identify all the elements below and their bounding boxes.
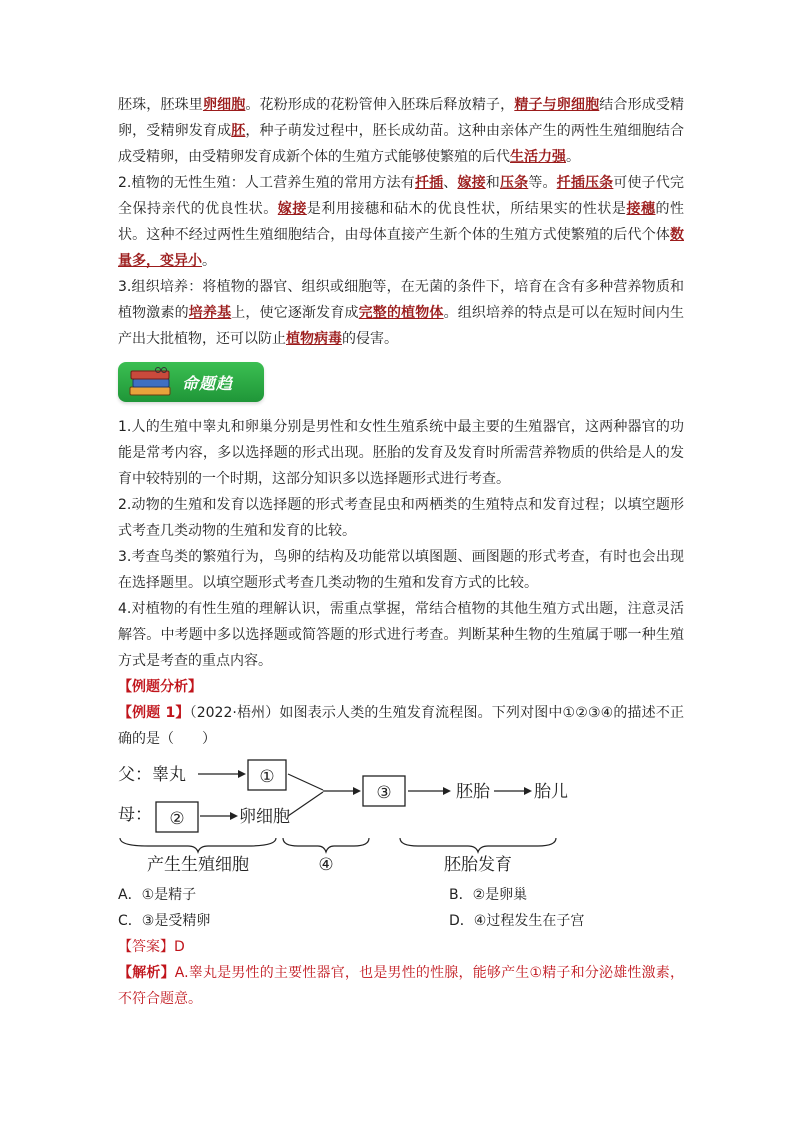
reproduction-paragraph-3: [118, 274, 684, 352]
document-page: [118, 92, 684, 1012]
reproduction-paragraph-2: [118, 170, 684, 274]
option-d[interactable]: D．④过程发生在子宫: [449, 913, 585, 929]
key-term: 数量多，变异小: [118, 227, 684, 269]
box-1-label: ①: [259, 767, 275, 787]
key-term: 胚: [231, 123, 246, 139]
paragraph-text: ，种子萌发过程中，胚长成幼苗。这种由亲体产生的两性生殖细胞结合成受精卵，由受精卵发育成新个体的生殖方式能够使繁殖的后代: [118, 123, 685, 165]
brace-1-label: 产生生殖细胞: [147, 855, 249, 874]
trend-paragraph-3: 3.考查鸟类的繁殖行为，鸟卵的结构及功能常以填图题、画图题的形式考查，有时也会出现在选择题里。以填空题形式考查几类动物的生殖和发育方式的比较。: [118, 549, 684, 591]
example-heading: 【例题分析】: [118, 679, 202, 695]
key-term: 完整的植物体: [358, 305, 444, 321]
analysis-paragraph: [118, 960, 684, 1012]
paragraph-text: 。: [566, 149, 580, 165]
paragraph-text: 。花粉形成的花粉管伸入胚珠后释放精子，: [245, 97, 515, 113]
embryo-label: 胚胎: [456, 782, 490, 802]
key-term: 卵细胞: [202, 97, 246, 113]
paragraph-text: 3.组织培养：将植物的器官、组织或细胞等，在无菌的条件下，培育在含有多种营养物质和植物激素的: [118, 279, 684, 321]
reproduction-flow-diagram: [118, 756, 588, 874]
paragraph-text: 等。: [528, 175, 557, 191]
books-icon: [128, 367, 174, 397]
key-term: 嫁接: [277, 201, 307, 217]
trend-badge: [118, 362, 264, 402]
trend-badge-label: 命题趋: [182, 374, 234, 393]
paragraph-text: 是利用接穗和砧木的优良性状，所结果实的性状是: [306, 201, 627, 217]
key-term: 接穗: [626, 201, 656, 217]
paragraph-text: 可使子代完全保持亲代的优良性状。: [118, 175, 685, 217]
paragraph-text: 和: [485, 175, 500, 191]
paragraph-text: 胚珠，胚珠里: [118, 97, 203, 113]
key-term: 培养基: [188, 305, 232, 321]
option-b[interactable]: B．②是卵巢: [449, 887, 528, 903]
paragraph-text: 的侵害。: [342, 331, 398, 347]
fetus-label: 胎儿: [534, 782, 568, 802]
key-term: 生活力强: [510, 149, 566, 165]
key-term: 扦插压条: [556, 175, 614, 191]
paragraph-text: 。组织培养的特点是可以在短时间内生产出大批植物，还可以防止: [118, 305, 685, 347]
analysis-label: 【解析】: [118, 965, 175, 981]
example-question-label: 【例题 1】: [118, 705, 190, 721]
trend-paragraph-4: 4.对植物的有性生殖的理解认识，需重点掌握，常结合植物的其他生殖方式出题，注意灵活解答。中考题中多以选择题或简答题的形式进行考查。判断某种生物的生殖属于哪一种生殖方式是考查的重点内容。: [118, 601, 684, 669]
brace-3-label: 胚胎发育: [444, 855, 512, 874]
trend-paragraph-2: 2.动物的生殖和发育以选择题的形式考查昆虫和两栖类的生殖特点和发育过程；以填空题形式考查几类动物的生殖和发育的比较。: [118, 497, 684, 539]
paragraph-text: 的性状。这种不经过两性生殖细胞结合，由母体直接产生新个体的生殖方式使繁殖的后代个体: [118, 201, 685, 243]
key-term: 扦插: [414, 175, 444, 191]
option-a[interactable]: A．①是精子: [118, 887, 197, 903]
father-testis-label: 父：睾丸: [118, 765, 186, 785]
key-term: 压条: [499, 175, 529, 191]
egg-cell-label: 卵细胞: [239, 807, 290, 827]
paragraph-text: 、: [443, 175, 458, 191]
reproduction-paragraph-1: [118, 92, 684, 170]
option-c[interactable]: C．③是受精卵: [118, 913, 211, 929]
mother-label: 母：: [118, 805, 152, 825]
paragraph-text: 2.植物的无性生殖：人工营养生殖的常用方法有: [118, 175, 415, 191]
trend-paragraph-1: 1.人的生殖中睾丸和卵巢分别是男性和女性生殖系统中最主要的生殖器官，这两种器官的功能是常考内容，多以选择题的形式出现。胚胎的发育及发育时所需营养物质的供给是人的发育中较特别的一个时期，这部分知识多以选择题形式进行考查。: [118, 419, 684, 487]
paragraph-text: 。: [202, 253, 216, 269]
example-question: [118, 700, 684, 752]
key-term: 植物病毒: [286, 331, 342, 347]
box-2-label: ②: [169, 809, 185, 829]
box-3-label: ③: [376, 783, 392, 803]
key-term: 精子与卵细胞: [514, 97, 600, 113]
answer-options: [118, 882, 684, 934]
paragraph-text: 上，使它逐渐发育成: [231, 305, 359, 321]
key-term: 嫁接: [457, 175, 486, 191]
paragraph-text: 结合形成受精卵，受精卵发育成: [118, 97, 685, 139]
answer-line: 【答案】D: [118, 939, 185, 955]
example-question-text: （2022·梧州）如图表示人类的生殖发育流程图。下列对图中①②③④的描述不正确的是（ ）: [118, 705, 684, 747]
analysis-text: A.睾丸是男性的主要性器官，也是男性的性腺，能够产生①精子和分泌雄性激素，不符合题意。: [118, 965, 684, 1007]
brace-2-label: ④: [318, 855, 334, 874]
